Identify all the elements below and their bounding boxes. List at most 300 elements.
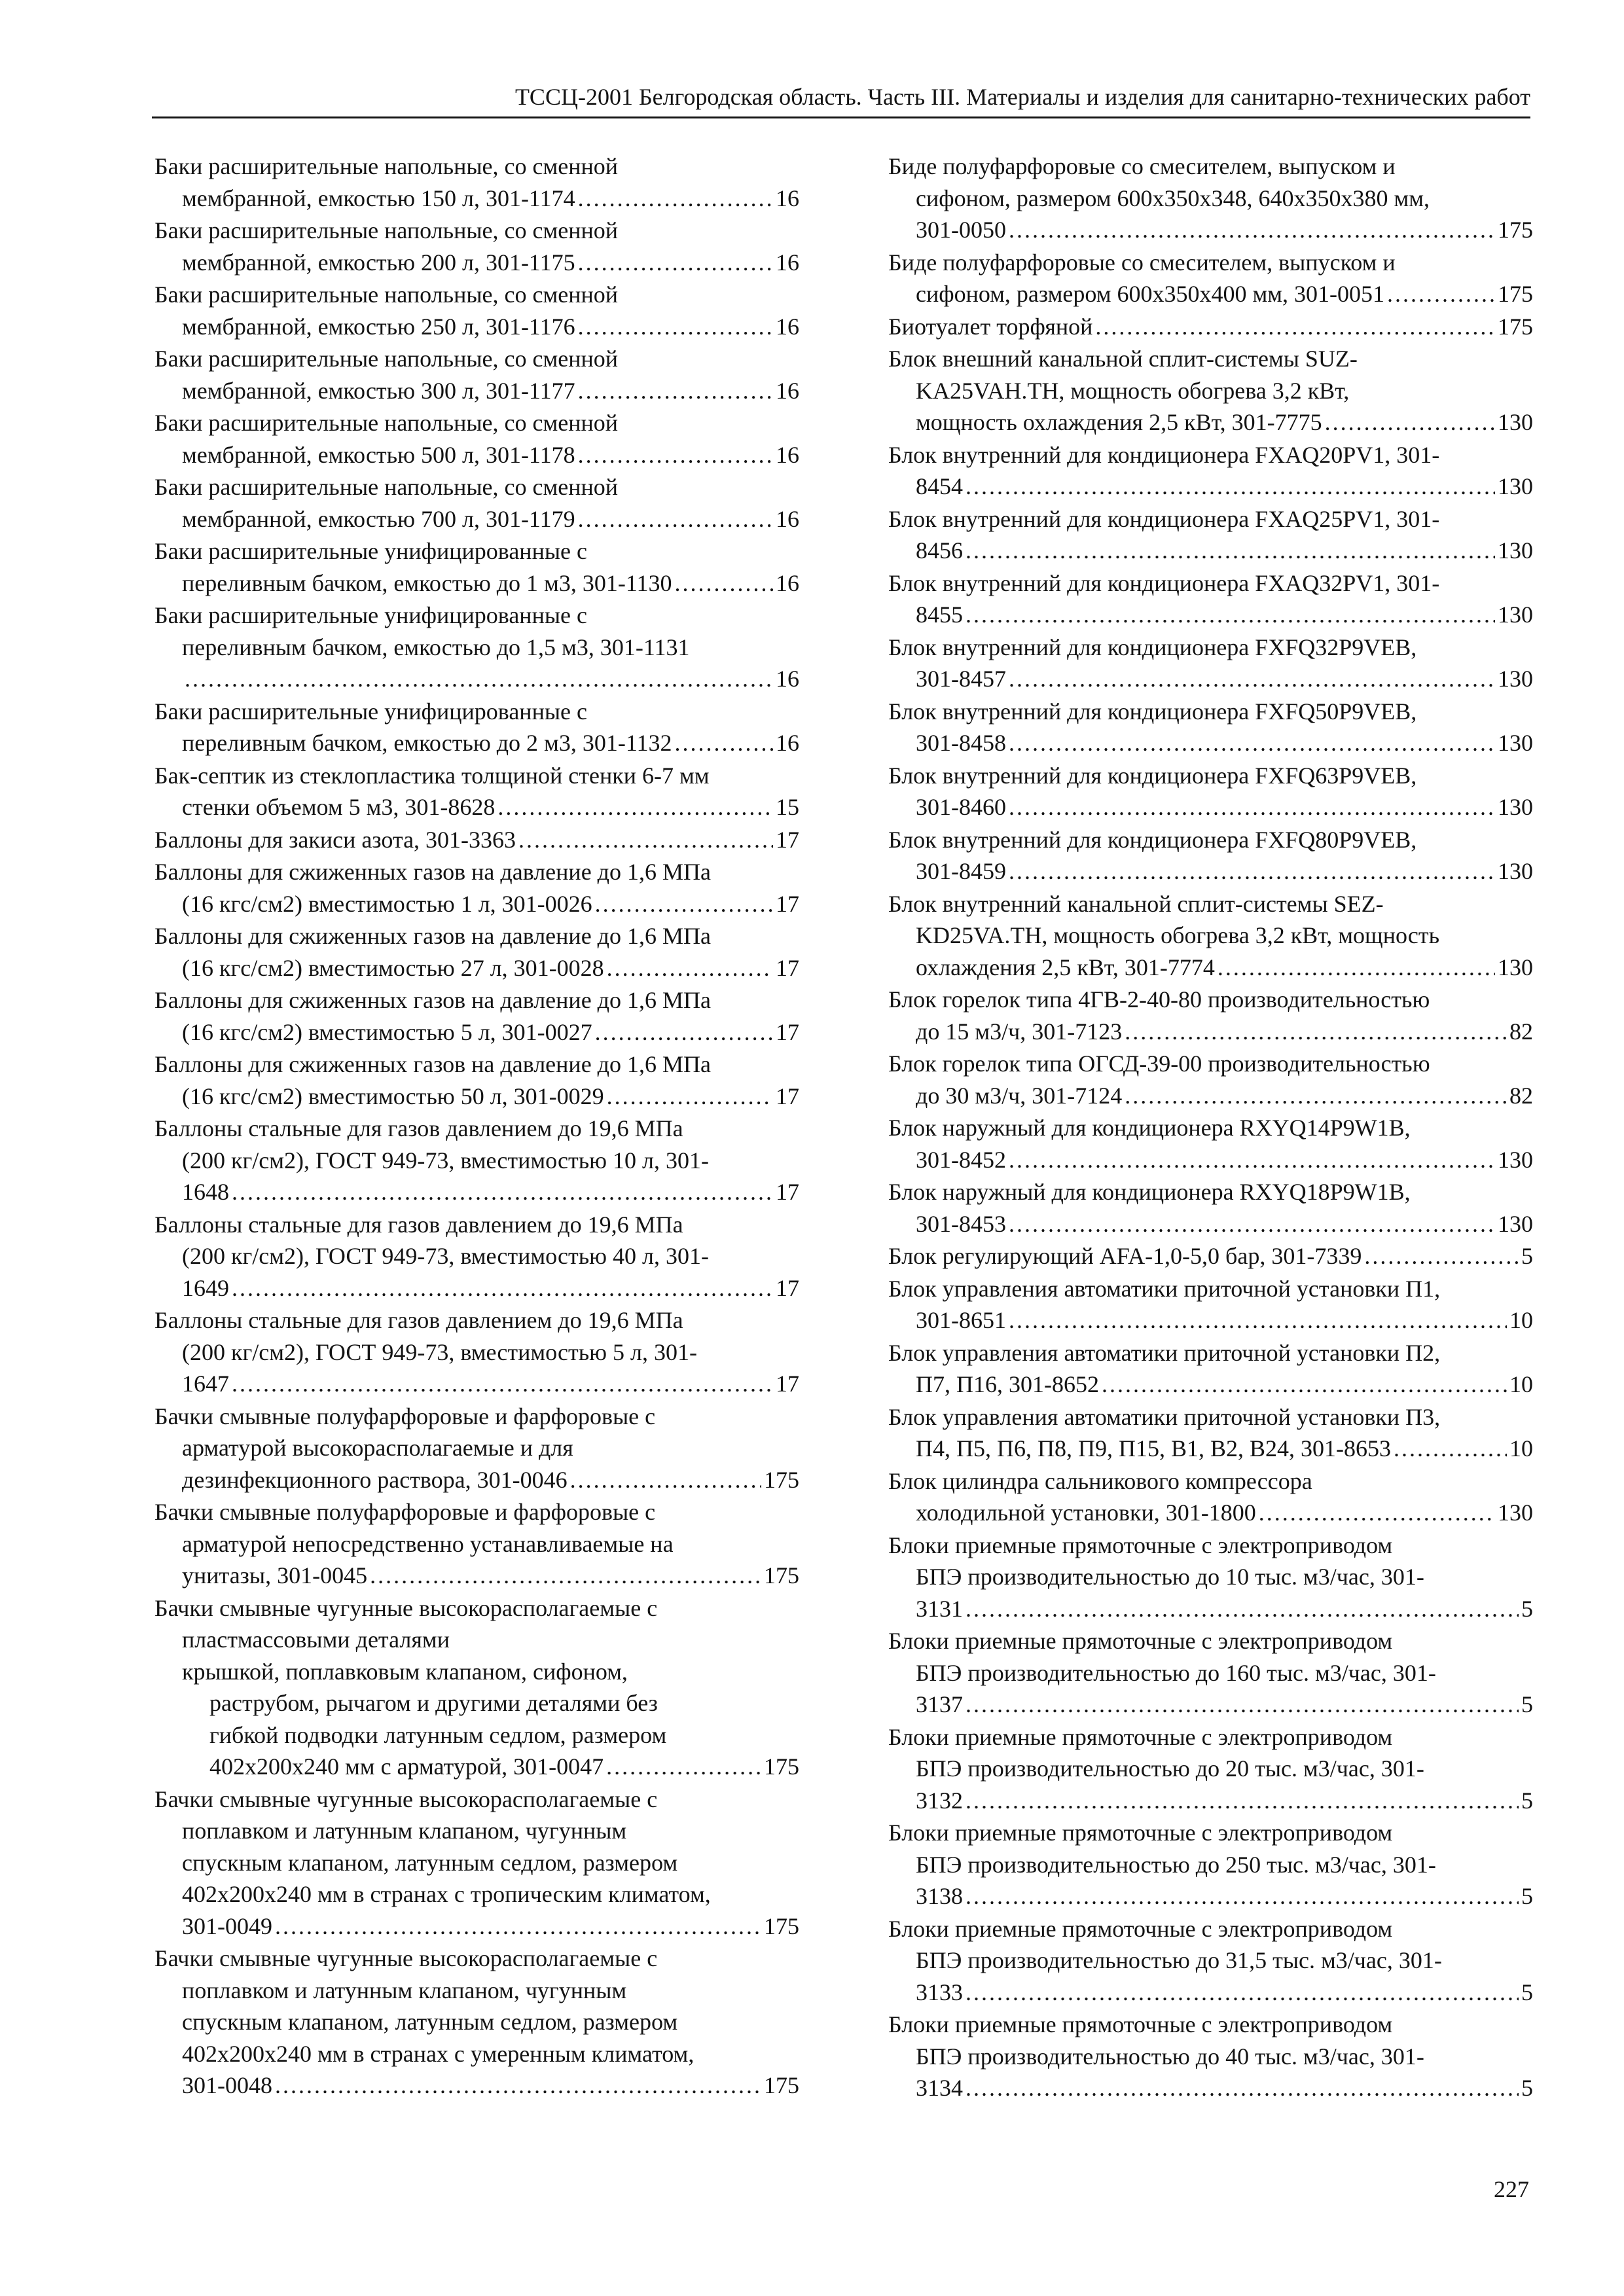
index-entry-text: 8454 <box>916 473 963 499</box>
index-entry <box>888 888 1533 984</box>
page-number: 227 <box>1494 2176 1529 2202</box>
dot-leader <box>965 535 1495 567</box>
dot-leader <box>595 888 773 920</box>
index-entry-leader-line <box>888 1433 1533 1465</box>
index-entry-text: Биотуалет торфяной <box>888 313 1093 340</box>
dot-leader <box>275 2070 761 2102</box>
index-entry-page: 17 <box>776 1371 799 1397</box>
index-entry-line: Баллоны для сжиженных газов на давление до 1,6 МПа <box>154 987 711 1013</box>
index-entry-leader-line <box>888 1369 1533 1401</box>
index-entry-line: Блок внешний канальной сплит-системы SUZ- <box>888 346 1358 372</box>
index-entry-page: 17 <box>776 1083 799 1109</box>
index-entry <box>888 2009 1533 2104</box>
index-entry-line: сифоном, размером 600х350х348, 640х350х380 мм, <box>916 185 1430 211</box>
index-entry-text: 3138 <box>916 1883 963 1909</box>
index-entry-line: Блок наружный для кондиционера RXYQ14P9W1B, <box>888 1115 1411 1141</box>
index-entry-line: Баки расширительные напольные, со сменной <box>154 474 619 500</box>
index-entry-line: Блок внутренний для кондиционера FXFQ50P9VEB, <box>888 698 1417 725</box>
index-entry-leader-line <box>888 535 1533 567</box>
index-entry-page: 16 <box>776 377 799 404</box>
dot-leader <box>1009 214 1495 246</box>
index-entry-page: 82 <box>1509 1018 1533 1045</box>
index-entry-text: переливным бачком, емкостью до 2 м3, 301-1132 <box>182 730 672 756</box>
index-entry-text: 1647 <box>182 1371 229 1397</box>
index-entry-text: (16 кгс/см2) вместимостью 50 л, 301-0029 <box>182 1083 604 1109</box>
dot-leader <box>578 439 773 471</box>
index-entry-text: П7, П16, 301-8652 <box>916 1371 1099 1397</box>
dot-leader <box>1387 278 1495 310</box>
index-entry-text: мощность охлаждения 2,5 кВт, 301-7775 <box>916 409 1322 435</box>
index-entry-page: 175 <box>764 1753 799 1780</box>
index-entry-line: Бачки смывные чугунные высокорасполагаемые с <box>154 1945 658 1971</box>
dot-leader <box>965 1689 1519 1721</box>
index-entry-line: Блок управления автоматики приточной установки П3, <box>888 1403 1441 1430</box>
index-entry <box>154 215 799 278</box>
index-entry-line: Блок внутренний для кондиционера FXAQ32PV1, 301- <box>888 569 1440 596</box>
dot-leader <box>578 183 773 215</box>
index-entry-text: 301-8651 <box>916 1307 1006 1333</box>
dot-leader <box>232 1176 773 1208</box>
index-entry-text: 301-0048 <box>182 2072 272 2098</box>
index-entry-line: поплавком и латунным клапаном, чугунным <box>182 1818 627 1844</box>
dot-leader <box>965 1593 1519 1625</box>
index-entry-page: 5 <box>1521 1691 1533 1717</box>
index-entry-page: 5 <box>1521 1883 1533 1909</box>
dot-leader <box>370 1560 761 1592</box>
index-entry <box>154 343 799 406</box>
index-entry-leader-line <box>888 1144 1533 1176</box>
index-entry-leader-line <box>888 1977 1533 2009</box>
index-entry-leader-line <box>888 599 1533 631</box>
index-entry-page: 130 <box>1498 1146 1533 1173</box>
index-entry <box>888 311 1533 343</box>
index-entry-page: 175 <box>1498 281 1533 307</box>
index-entry-line: спускным клапаном, латунным седлом, размером <box>182 1849 678 1876</box>
index-entry-text: мембранной, емкостью 250 л, 301-1176 <box>182 313 575 340</box>
index-entry <box>154 471 799 535</box>
index-entry-line: Блок горелок типа 4ГВ-2-40-80 производительностью <box>888 986 1430 1013</box>
index-entry <box>154 1049 799 1112</box>
index-entry-line: Баки расширительные унифицированные с <box>154 698 587 725</box>
index-entry-text: 3132 <box>916 1787 963 1814</box>
index-entry-line: (200 кг/см2), ГОСТ 949-73, вместимостью 5 л, 301- <box>182 1338 698 1365</box>
index-entry-text: 3137 <box>916 1691 963 1717</box>
index-entry-text: 3131 <box>916 1595 963 1622</box>
dot-leader <box>965 1880 1519 1912</box>
index-entry-line: KD25VA.TH, мощность обогрева 3,2 кВт, мощность <box>916 922 1440 948</box>
index-entry <box>888 1401 1533 1465</box>
index-entry-leader-line <box>154 727 799 759</box>
index-entry-page: 175 <box>764 1562 799 1588</box>
index-entry-leader-line <box>154 1016 799 1049</box>
index-entry-line: KA25VAH.TH, мощность обогрева 3,2 кВт, <box>916 377 1350 404</box>
index-entry <box>154 1784 799 1943</box>
index-entry-leader-line <box>888 727 1533 759</box>
index-entry-line: спускным клапаном, латунным седлом, размером <box>182 2009 678 2035</box>
index-column-left <box>154 151 799 2102</box>
index-entry-line: Блок внутренний для кондиционера FXFQ80P9VEB, <box>888 826 1417 853</box>
index-entry-leader-line <box>888 2072 1533 2104</box>
index-entry <box>888 824 1533 888</box>
index-entry-text: до 30 м3/ч, 301-7124 <box>916 1082 1123 1109</box>
index-column-right <box>888 151 1533 2105</box>
index-entry-line: Баки расширительные напольные, со сменной <box>154 153 619 179</box>
dot-leader <box>1259 1497 1495 1529</box>
index-entry-page: 175 <box>764 1912 799 1939</box>
index-entry-line: Бачки смывные чугунные высокорасполагаемые с <box>154 1785 658 1812</box>
index-entry-text: мембранной, емкостью 150 л, 301-1174 <box>182 185 575 211</box>
dot-leader <box>578 503 773 535</box>
index-entry-leader-line <box>154 439 799 471</box>
index-entry-line: гибкой подводки латунным седлом, размером <box>209 1721 667 1748</box>
index-entry-leader-line <box>154 1464 799 1496</box>
index-entry-text: 301-0050 <box>916 217 1006 243</box>
index-entry-page: 130 <box>1498 858 1533 884</box>
index-entry <box>154 151 799 214</box>
index-entry <box>154 760 799 823</box>
dot-leader <box>1364 1240 1519 1272</box>
index-entry-page: 82 <box>1509 1082 1533 1109</box>
dot-leader <box>518 824 773 856</box>
index-entry-line: БПЭ производительностью до 160 тыс. м3/час, 301- <box>916 1659 1436 1686</box>
index-entry-line: Баллоны стальные для газов давлением до 19,6 МПа <box>154 1115 683 1141</box>
dot-leader <box>965 2072 1519 2104</box>
index-entry-line: арматурой непосредственно устанавливаемые на <box>182 1530 674 1557</box>
index-entry-leader-line <box>154 791 799 823</box>
index-entry-leader-line <box>888 471 1533 503</box>
index-entry-text: 8456 <box>916 537 963 564</box>
dot-leader <box>578 311 773 343</box>
index-entry-text: мембранной, емкостью 500 л, 301-1178 <box>182 441 575 468</box>
index-entry <box>888 760 1533 823</box>
index-entry-text: унитазы, 301-0045 <box>182 1562 368 1588</box>
index-entry-text: 3133 <box>916 1979 963 2005</box>
dot-leader <box>965 471 1495 503</box>
header-rule <box>152 117 1530 118</box>
index-entry-page: 130 <box>1498 473 1533 499</box>
index-entry-leader-line <box>154 1751 799 1783</box>
index-entry-leader-line <box>154 503 799 535</box>
index-entry <box>888 1337 1533 1401</box>
index-entry-line: Бачки смывные чугунные высокорасполагаемые с <box>154 1594 658 1621</box>
index-entry-leader-line <box>888 278 1533 310</box>
index-entry-page: 16 <box>776 185 799 211</box>
index-entry-page: 16 <box>776 313 799 340</box>
index-entry-line: поплавком и латунным клапаном, чугунным <box>182 1977 627 2003</box>
index-entry-line: Блок внутренний для кондиционера FXAQ20PV1, 301- <box>888 441 1440 468</box>
index-entry-leader-line <box>888 214 1533 246</box>
dot-leader <box>1125 1016 1507 1048</box>
index-entry <box>154 1209 799 1304</box>
index-entry-text: сифоном, размером 600х350х400 мм, 301-0051 <box>916 281 1385 307</box>
index-entry-line: Блок внутренний для кондиционера FXFQ63P9VEB, <box>888 762 1417 789</box>
index-entry-page: 16 <box>776 441 799 468</box>
dot-leader <box>1218 952 1495 984</box>
index-entry <box>154 600 799 695</box>
index-entry-line: арматурой высокорасполагаемые и для <box>182 1435 573 1461</box>
dot-leader <box>595 1016 773 1049</box>
index-entry-text: мембранной, емкостью 700 л, 301-1179 <box>182 505 575 532</box>
index-entry-page: 175 <box>1498 217 1533 243</box>
dot-leader <box>1125 1080 1507 1112</box>
index-entry <box>154 984 799 1048</box>
index-entry-page: 17 <box>776 1018 799 1045</box>
index-entry <box>888 503 1533 567</box>
index-entry-text: (16 кгс/см2) вместимостью 27 л, 301-0028 <box>182 954 604 981</box>
index-entry-text: 1649 <box>182 1274 229 1301</box>
index-entry-page: 130 <box>1498 1210 1533 1237</box>
index-entry-page: 5 <box>1521 1595 1533 1622</box>
index-entry-leader-line <box>888 663 1533 695</box>
index-entry-text: (16 кгс/см2) вместимостью 5 л, 301-0027 <box>182 1018 592 1045</box>
dot-leader <box>675 567 774 600</box>
index-entry-text: 8455 <box>916 601 963 628</box>
index-entry-text: 301-8452 <box>916 1146 1006 1173</box>
dot-leader <box>578 247 773 279</box>
dot-leader <box>1325 406 1495 439</box>
index-entry-page: 175 <box>764 2072 799 2098</box>
index-entry <box>154 279 799 342</box>
dot-leader <box>606 1751 761 1783</box>
index-entry-line: Блок управления автоматики приточной установки П2, <box>888 1339 1441 1366</box>
dot-leader <box>1009 1208 1495 1240</box>
index-entry-leader-line <box>154 1176 799 1208</box>
dot-leader <box>1009 1304 1507 1336</box>
index-entry-page: 5 <box>1521 1979 1533 2005</box>
dot-leader <box>1102 1369 1507 1401</box>
index-entry <box>154 696 799 759</box>
index-entry-line: переливным бачком, емкостью до 1,5 м3, 301-1131 <box>182 634 690 660</box>
index-entry-line: Блоки приемные прямоточные с электроприводом <box>888 2011 1393 2037</box>
index-entry-page: 130 <box>1498 409 1533 435</box>
index-entry <box>888 1112 1533 1175</box>
index-entry-page: 17 <box>776 826 799 853</box>
dot-leader <box>1009 791 1495 823</box>
index-entry-text: переливным бачком, емкостью до 1 м3, 301-1130 <box>182 569 672 596</box>
index-entry-page: 10 <box>1509 1435 1533 1462</box>
index-entry-line: крышкой, поплавковым клапаном, сифоном, <box>182 1658 628 1685</box>
index-entry-line: Баки расширительные напольные, со сменной <box>154 217 619 243</box>
index-entry-leader-line <box>154 952 799 984</box>
index-entry-line: 402х200х240 мм в странах с тропическим климатом, <box>182 1881 711 1907</box>
index-entry-page: 16 <box>776 569 799 596</box>
index-entry-leader-line <box>154 311 799 343</box>
index-entry-line: Блок наружный для кондиционера RXYQ18P9W1B, <box>888 1179 1411 1205</box>
index-entry-line: Баллоны стальные для газов давлением до 19,6 МПа <box>154 1307 683 1333</box>
dot-leader <box>185 663 773 695</box>
index-entry-page: 130 <box>1498 601 1533 628</box>
index-entry-line: Баллоны стальные для газов давлением до 19,6 МПа <box>154 1211 683 1238</box>
index-entry <box>888 1048 1533 1111</box>
index-entry-line: Блоки приемные прямоточные с электроприводом <box>888 1628 1393 1654</box>
index-entry-line: Бачки смывные полуфарфоровые и фарфоровые с <box>154 1403 656 1429</box>
index-entry-line: Блок внутренний канальной сплит-системы SEZ- <box>888 890 1384 917</box>
dot-leader <box>607 952 773 984</box>
index-entry-text: Блок регулирующий AFA-1,0-5,0 бар, 301-7339 <box>888 1243 1362 1269</box>
dot-leader <box>1009 663 1495 695</box>
index-entry <box>888 343 1533 439</box>
index-entry-page: 130 <box>1498 730 1533 756</box>
index-entry-page: 16 <box>776 730 799 756</box>
dot-leader <box>675 727 774 759</box>
dot-leader <box>1009 1144 1495 1176</box>
index-entry <box>888 151 1533 246</box>
index-entry-line: Баки расширительные напольные, со сменной <box>154 346 619 372</box>
index-entry <box>888 632 1533 695</box>
index-entry-line: БПЭ производительностью до 31,5 тыс. м3/час, 301- <box>916 1947 1442 1973</box>
dot-leader <box>1009 855 1495 888</box>
index-entry-line: Блоки приемные прямоточные с электроприводом <box>888 1820 1393 1846</box>
index-entry-leader-line <box>888 1880 1533 1912</box>
index-entry-text: дезинфекционного раствора, 301-0046 <box>182 1466 568 1493</box>
index-entry <box>154 535 799 599</box>
index-entry-leader-line <box>888 1304 1533 1336</box>
index-entry <box>888 984 1533 1047</box>
index-entry-leader-line <box>154 663 799 695</box>
index-entry <box>154 856 799 920</box>
dot-leader <box>1394 1433 1507 1465</box>
index-entry-leader-line <box>888 311 1533 343</box>
index-entry <box>888 1625 1533 1721</box>
index-entry-page: 17 <box>776 890 799 917</box>
index-entry-text: до 15 м3/ч, 301-7123 <box>916 1018 1123 1045</box>
index-entry-leader-line <box>888 1208 1533 1240</box>
index-entry-line: Баллоны для сжиженных газов на давление до 1,6 МПа <box>154 859 711 885</box>
index-entry-leader-line <box>154 1081 799 1113</box>
index-entry-line: БПЭ производительностью до 10 тыс. м3/час, 301- <box>916 1564 1424 1590</box>
index-entry-leader-line <box>154 888 799 920</box>
dot-leader <box>578 375 773 407</box>
index-entry <box>888 1817 1533 1912</box>
index-entry-line: Баллоны для сжиженных газов на давление до 1,6 МПа <box>154 923 711 949</box>
index-entry-page: 130 <box>1498 1499 1533 1526</box>
index-entry-line: Баки расширительные напольные, со сменной <box>154 281 619 308</box>
index-entry <box>154 407 799 471</box>
index-entry <box>154 1943 799 2102</box>
index-entry <box>154 1401 799 1496</box>
index-entry-text: 3134 <box>916 2075 963 2101</box>
index-entry-line: Биде полуфарфоровые со смесителем, выпуском и <box>888 153 1396 179</box>
index-entry-text: Баллоны для закиси азота, 301-3363 <box>154 826 516 853</box>
index-entry-leader-line <box>888 1593 1533 1625</box>
index-entry-line: (200 кг/см2), ГОСТ 949-73, вместимостью 40 л, 301- <box>182 1243 710 1269</box>
index-entry-text: 301-8459 <box>916 858 1006 884</box>
index-entry-page: 16 <box>776 505 799 532</box>
index-entry-line: Бак-септик из стеклопластика толщиной стенки 6-7 мм <box>154 762 710 789</box>
index-entry-line: Блоки приемные прямоточные с электроприводом <box>888 1532 1393 1558</box>
index-entry-line: БПЭ производительностью до 250 тыс. м3/час, 301- <box>916 1851 1436 1878</box>
index-entry-leader-line <box>154 824 799 856</box>
index-entry-leader-line <box>154 2070 799 2102</box>
page-header: ТССЦ-2001 Белгородская область. Часть III. Материалы и изделия для санитарно-технических работ <box>514 84 1530 110</box>
index-entry <box>888 247 1533 310</box>
index-entry <box>888 567 1533 631</box>
index-entry <box>154 1304 799 1400</box>
index-entry-text: 301-8453 <box>916 1210 1006 1237</box>
index-entry-line: Блок внутренний для кондиционера FXFQ32P9VEB, <box>888 634 1417 660</box>
index-entry-line: Блок цилиндра сальникового компрессора <box>888 1467 1312 1494</box>
index-entry <box>154 1496 799 1592</box>
index-entry <box>888 1721 1533 1817</box>
index-entry <box>154 1592 799 1783</box>
index-entry-page: 17 <box>776 1274 799 1301</box>
index-entry-text: 301-8460 <box>916 794 1006 820</box>
index-entry <box>888 1273 1533 1336</box>
index-entry-leader-line <box>154 1368 799 1400</box>
index-entry-leader-line <box>888 1785 1533 1817</box>
index-entry-line: раструбом, рычагом и другими деталями без <box>209 1690 658 1716</box>
dot-leader <box>570 1464 761 1496</box>
index-entry-line: Блок управления автоматики приточной установки П1, <box>888 1275 1441 1302</box>
index-entry-leader-line <box>888 1080 1533 1112</box>
index-entry-page: 130 <box>1498 794 1533 820</box>
index-entry-line: Баки расширительные напольные, со сменной <box>154 410 619 436</box>
index-entry-line: 402х200х240 мм в странах с умеренным климатом, <box>182 2040 695 2067</box>
index-entry-text: 301-8458 <box>916 730 1006 756</box>
index-entry <box>154 1113 799 1208</box>
dot-leader <box>275 1910 761 1943</box>
index-entry-text: холодильной установки, 301-1800 <box>916 1499 1256 1526</box>
index-entry-line: Блоки приемные прямоточные с электроприводом <box>888 1723 1393 1750</box>
index-entry-line: Баллоны для сжиженных газов на давление до 1,6 МПа <box>154 1051 711 1077</box>
index-entry-page: 130 <box>1498 954 1533 980</box>
index-entry <box>154 824 799 856</box>
index-entry-text: 402х200х240 мм с арматурой, 301-0047 <box>209 1753 604 1780</box>
index-entry-text: мембранной, емкостью 300 л, 301-1177 <box>182 377 575 404</box>
index-entry-page: 17 <box>776 1179 799 1205</box>
index-entry-page: 15 <box>776 794 799 820</box>
index-entry-line: БПЭ производительностью до 20 тыс. м3/час, 301- <box>916 1755 1424 1782</box>
index-entry <box>888 439 1533 503</box>
index-entry-text: мембранной, емкостью 200 л, 301-1175 <box>182 249 575 276</box>
index-entry <box>888 1913 1533 2009</box>
index-entry-page: 10 <box>1509 1307 1533 1333</box>
index-entry <box>888 1176 1533 1240</box>
index-entry-text: П4, П5, П6, П8, П9, П15, В1, В2, В24, 301-8653 <box>916 1435 1392 1462</box>
index-entry-line: Баки расширительные унифицированные с <box>154 538 587 564</box>
index-entry-leader-line <box>888 952 1533 984</box>
index-entry-text: охлаждения 2,5 кВт, 301-7774 <box>916 954 1215 980</box>
index-entry-leader-line <box>888 1240 1533 1272</box>
index-entry-leader-line <box>154 183 799 215</box>
index-entry <box>888 1465 1533 1529</box>
index-entry-text: (16 кгс/см2) вместимостью 1 л, 301-0026 <box>182 890 592 917</box>
index-entry-leader-line <box>154 375 799 407</box>
index-entry-text: 301-0049 <box>182 1912 272 1939</box>
index-entry-page: 130 <box>1498 666 1533 692</box>
index-entry-line: пластмассовыми деталями <box>182 1626 450 1653</box>
index-entry <box>888 1530 1533 1625</box>
dot-leader <box>607 1081 773 1113</box>
index-entry-page: 17 <box>776 954 799 981</box>
index-entry-line: Бачки смывные полуфарфоровые и фарфоровые с <box>154 1499 656 1525</box>
index-entry-line: Блок внутренний для кондиционера FXAQ25PV1, 301- <box>888 505 1440 532</box>
index-entry <box>888 696 1533 759</box>
index-entry-leader-line <box>154 1272 799 1304</box>
index-entry-line: Блоки приемные прямоточные с электроприводом <box>888 1915 1393 1942</box>
dot-leader <box>965 599 1495 631</box>
index-entry-page: 5 <box>1521 1243 1533 1269</box>
dot-leader <box>965 1785 1519 1817</box>
index-entry-text: 301-8457 <box>916 666 1006 692</box>
dot-leader <box>965 1977 1519 2009</box>
index-entry-line: Баки расширительные унифицированные с <box>154 602 587 628</box>
index-entry-line: Биде полуфарфоровые со смесителем, выпуском и <box>888 249 1396 276</box>
index-entry-line: (200 кг/см2), ГОСТ 949-73, вместимостью 10 л, 301- <box>182 1147 710 1174</box>
index-entry-leader-line <box>154 1910 799 1943</box>
index-entry-text: стенки объемом 5 м3, 301-8628 <box>182 794 496 820</box>
index-entry-page: 16 <box>776 666 799 692</box>
